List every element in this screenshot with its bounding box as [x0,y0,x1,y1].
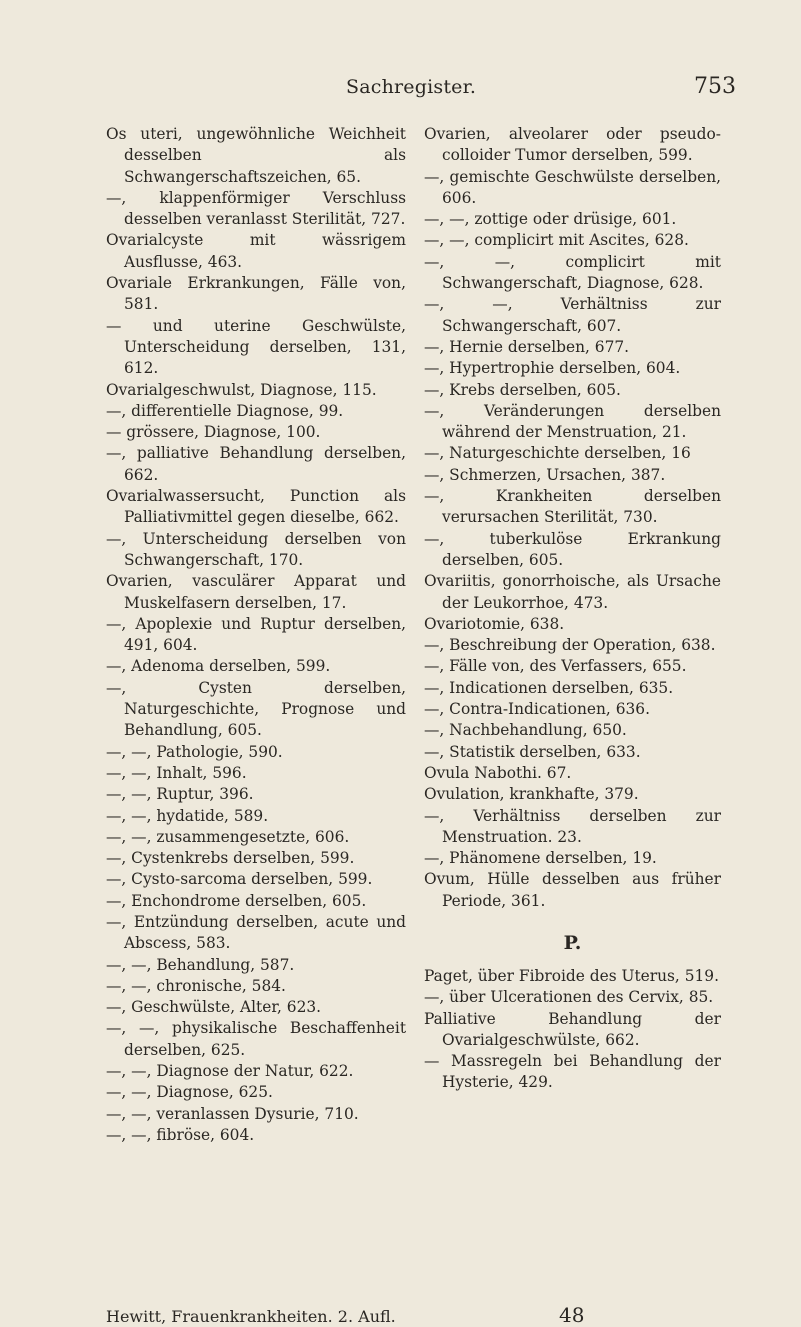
index-entry: —, Krebs derselben, 605. [424,380,621,399]
footer-signature: Hewitt, Frauenkrankheiten. 2. Aufl. [106,1307,396,1326]
index-entry: — grössere, Diagnose, 100. [106,423,321,442]
index-entry: Ovum, Hülle desselben aus früher Periode, 361. [424,870,721,910]
running-title: Sachregister. [346,76,477,98]
index-entry: —, Entzündung derselben, acute und Abscess, 583. [106,912,406,953]
sheet-number: 48 [559,1303,585,1327]
index-entry: —, Unterscheidung derselben von Schwangerschaft, 170. [106,529,406,569]
index-entry: Os uteri, ungewöhnliche Weichheit desselben als Schwangerschaftszeichen, 65. [106,125,406,186]
index-entry: —, Hernie derselben, 677. [424,337,630,356]
index-entry: Ovarien, vasculärer Apparat und Muskelfasern derselben, 17. [106,572,406,612]
index-entry: —, —, Ruptur, 396. [106,785,254,804]
index-entry: —, Contra-Indicationen, 636. [424,700,650,719]
entries-o [424,124,721,912]
index-entry: —, —, chronische, 584. [106,976,286,995]
index-entry: Ovariotomie, 638. [424,614,565,633]
index-entry: —, —, Behandlung, 587. [106,955,295,974]
page-header [0,76,801,106]
index-entry: —, Fälle von, des Verfassers, 655. [424,657,687,676]
index-entry: —, Enchondrome derselben, 605. [106,891,367,910]
page-number: 753 [694,74,736,99]
index-entry: —, —, zusammengesetzte, 606. [106,827,350,846]
index-entry: Ovarialwassersucht, Punction als Palliativmittel gegen dieselbe, 662. [106,487,406,527]
index-entry: —, —, Diagnose der Natur, 622. [106,1062,354,1081]
index-entry: —, Adenoma derselben, 599. [106,657,331,676]
index-entry: Ovariitis, gonorrhoische, als Ursache der Leukorrhoe, 473. [424,572,721,612]
index-entry: Ovariale Erkrankungen, Fälle von, 581. [106,274,406,314]
index-entry: —, Phänomene derselben, 19. [424,849,657,868]
index-entry: —, —, complicirt mit Schwangerschaft, Diagnose, 628. [424,252,721,293]
index-entry: —, Hypertrophie derselben, 604. [424,359,681,378]
index-entry: —, —, zottige oder drüsige, 601. [424,210,677,229]
index-entry: —, Cystenkrebs derselben, 599. [106,849,355,868]
index-entry: —, über Ulcerationen des Cervix, 85. [424,988,714,1007]
section-letter-p: P. [563,931,582,954]
index-entry: —, Nachbehandlung, 650. [424,721,627,740]
index-entry: —, Naturgeschichte derselben, 16 [424,444,691,463]
index-entry: —, Krankheiten derselben verursachen Sterilität, 730. [424,487,721,527]
index-entry: —, —, fibröse, 604. [106,1125,255,1144]
index-entry: —, Cysto-sarcoma derselben, 599. [106,870,373,889]
index-entry: —, —, Verhältniss zur Schwangerschaft, 607. [424,295,721,335]
index-entry: —, Indicationen derselben, 635. [424,678,674,697]
index-entry: Palliative Behandlung der Ovarialgeschwülste, 662. [424,1009,721,1049]
index-entry: —, Verhältniss derselben zur Menstruation. 23. [424,806,721,846]
index-entry: —, —, Diagnose, 625. [106,1083,273,1102]
index-entry: —, —, Pathologie, 590. [106,742,283,761]
index-entry: Paget, über Fibroide des Uterus, 519. [424,966,719,985]
index-entry: —, differentielle Diagnose, 99. [106,401,344,420]
index-entry: Ovula Nabothi. 67. [424,763,572,782]
entries-p [424,966,721,1094]
index-entry: — Massregeln bei Behandlung der Hysterie, 429. [424,1052,721,1092]
index-entry: —, Schmerzen, Ursachen, 387. [424,465,666,484]
index-entry: —, —, Inhalt, 596. [106,763,247,782]
index-entry: —, tuberkulöse Erkrankung derselben, 605. [424,529,721,569]
index-entry: —, —, veranlassen Dysurie, 710. [106,1104,359,1123]
index-entry: —, Statistik derselben, 633. [424,742,641,761]
right-column [424,124,721,1094]
index-entry: Ovarialcyste mit wässrigem Ausflusse, 463. [106,231,406,271]
left-column [106,124,406,1146]
index-entry: —, Geschwülste, Alter, 623. [106,998,322,1017]
index-entry: — und uterine Geschwülste, Unterscheidung derselben, 131, 612. [106,316,406,378]
index-entry: Ovarien, alveolarer oder pseudo-colloider Tumor derselben, 599. [424,125,721,165]
index-entry: —, —, complicirt mit Ascites, 628. [424,231,689,250]
index-entry: —, Beschreibung der Operation, 638. [424,636,716,655]
index-entry: —, palliative Behandlung derselben, 662. [106,444,406,484]
index-entry: —, —, physikalische Beschaffenheit derselben, 625. [106,1019,406,1059]
index-entry: —, klappenförmiger Verschluss desselben veranlasst Sterilität, 727. [106,188,406,229]
index-entry: Ovarialgeschwulst, Diagnose, 115. [106,380,377,399]
index-entry: —, Apoplexie und Ruptur derselben, 491, 604. [106,614,406,655]
index-entry: —, Cysten derselben, Naturgeschichte, Prognose und Behandlung, 605. [106,678,406,740]
index-entry: —, —, hydatide, 589. [106,806,269,825]
index-entry: —, gemischte Geschwülste derselben, 606. [424,167,721,207]
index-entry: —, Veränderungen derselben während der Menstruation, 21. [424,401,721,442]
index-entry: Ovulation, krankhafte, 379. [424,785,639,804]
